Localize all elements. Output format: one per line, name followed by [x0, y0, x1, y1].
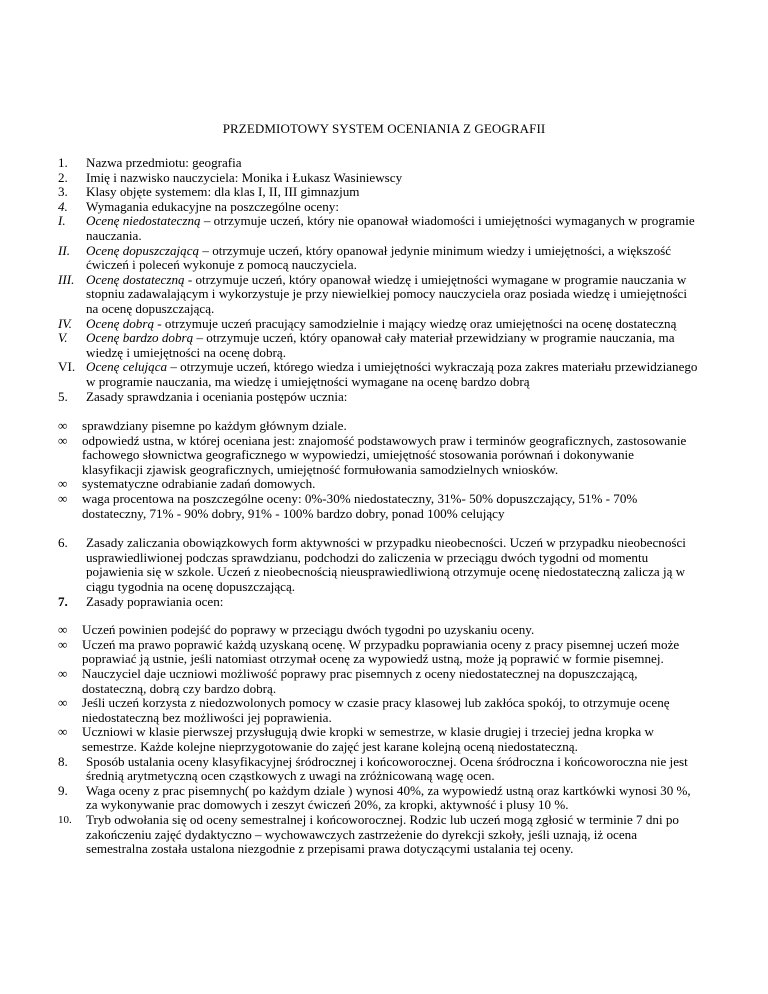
numbered-item-3 [58, 185, 698, 200]
bullet-text: systematyczne odrabianie zadań domowych. [82, 476, 316, 492]
bullet-item [58, 434, 698, 478]
infinity-bullet-icon: ∞ [58, 666, 68, 681]
item-marker: 4. [58, 198, 68, 214]
infinity-bullet-icon: ∞ [58, 636, 68, 652]
item-marker: 1. [58, 155, 68, 170]
grade-marker: III. [58, 271, 75, 287]
grade-item-5 [58, 331, 698, 360]
item-marker: 7. [58, 593, 68, 609]
grade-marker: I. [58, 213, 66, 229]
numbered-item-4 [58, 200, 698, 215]
numbered-item-9 [58, 784, 698, 813]
numbered-item-1 [58, 156, 698, 171]
item-text: Wymagania edukacyjne na poszczególne oceny: [86, 198, 339, 214]
bullet-item [58, 419, 698, 434]
item-marker: 8. [58, 753, 68, 769]
item-text: Klasy objęte systemem: dla klas I, II, III gimnazjum [86, 184, 360, 200]
bullet-text: Uczniowi w klasie pierwszej przysługują dwie kropki w semestrze, w klasie drugiej i trzeciej jedna kropka w semestrze. Każde kolejne nieprzygotowanie do zajęć jest karane kolejną oceną niedostateczną. [82, 724, 654, 754]
bullet-item [58, 638, 698, 667]
grade-description: – otrzymuje uczeń, którego wiedza i umiejętności wykraczają poza zakres materiału przewidzianego w programie nauczania, ma wiedzę i umiejętności wymagane na ocenę bardzo dobrą [86, 359, 698, 389]
item-marker: 5. [58, 388, 68, 404]
grade-name: Ocenę celująca [86, 359, 168, 375]
grade-item-4 [58, 317, 698, 332]
infinity-bullet-icon: ∞ [58, 432, 68, 448]
infinity-bullet-icon: ∞ [58, 418, 68, 434]
item-text: Nazwa przedmiotu: geografia [86, 155, 242, 170]
bullet-text: Jeśli uczeń korzysta z niedozwolonych pomocy w czasie pracy klasowej lub zakłóca spokój, to otrzymuje ocenę niedostateczną bez możliwości jej poprawienia. [82, 695, 670, 725]
grade-name: Ocenę dopuszczającą [86, 242, 200, 258]
item-text: Zasady zaliczania obowiązkowych form aktywności w przypadku nieobecności. Uczeń w przypadku nieobecności usprawiedliwionej podczas sprawdzianu, podchodzi do zaliczenia w przeciągu dwóch tygodni od momentu pojawienia się w szkole. Uczeń z nieobecnością nieusprawiedliwioną otrzymuje ocenę niedostateczną zalicza ją w ciągu tygodnia na ocenę dopuszczającą. [86, 535, 686, 595]
item-marker: 6. [58, 535, 68, 551]
numbered-item-2 [58, 171, 698, 186]
numbered-item-10 [58, 813, 698, 857]
item-marker: 3. [58, 184, 68, 200]
bullet-item [58, 492, 698, 521]
item-text: Zasady poprawiania ocen: [86, 593, 224, 609]
grade-description: – otrzymuje uczeń, który opanował jedynie minimum wiedzy i umiejętności, a większość ćwiczeń i poleceń wykonuje z pomocą nauczyciela. [86, 242, 672, 273]
bullet-text: Nauczyciel daje uczniowi możliwość poprawy prac pisemnych z oceny niedostatecznej na dopuszczającą, dostateczną, dobrą czy bardzo dobrą. [82, 666, 638, 696]
grade-name: Ocenę niedostateczną [86, 213, 201, 229]
bullet-text: Uczeń powinien podejść do poprawy w przeciągu dwóch tygodni po uzyskaniu oceny. [82, 622, 535, 638]
item-text: Zasady sprawdzania i oceniania postępów ucznia: [86, 388, 348, 404]
bullet-item [58, 725, 698, 754]
item-text: Imię i nazwisko nauczyciela: Monika i Łukasz Wasiniewscy [86, 169, 403, 185]
grade-description: - otrzymuje uczeń, który opanował wiedzę i umiejętności wymagane w programie nauczania w stopniu zadawalającym i wykorzystuje je przy niewielkiej pomocy nauczyciela oraz posiada wiedzę i umiejętności na ocenę dopuszczającą. [86, 271, 687, 316]
bullet-item [58, 696, 698, 725]
grade-description: – otrzymuje uczeń, który nie opanował wiadomości i umiejętności wymaganych w programie nauczania. [86, 213, 695, 243]
grade-name: Ocenę dostateczną [86, 271, 185, 287]
grade-item-2 [58, 244, 698, 273]
grade-item-3 [58, 273, 698, 317]
numbered-item-5 [58, 390, 698, 405]
item-text: Sposób ustalania oceny klasyfikacyjnej śródrocznej i końcoworocznej. Ocena śródroczna i końcoworoczna nie jest średnią arytmetyczną ocen cząstkowych z uwagi na zróżnicowaną wagę ocen. [86, 753, 688, 784]
grade-item-6 [58, 360, 698, 389]
bullet-text: Uczeń ma prawo poprawić każdą uzyskaną ocenę. W przypadku poprawiania oceny z pracy pisemnej uczeń może poprawiać ją ustnie, jeśli natomiast otrzymał ocenę za wypowiedź ustną, może ją poprawić w formie pisemnej. [82, 636, 680, 667]
infinity-bullet-icon: ∞ [58, 695, 68, 711]
document-body [58, 156, 698, 857]
infinity-bullet-icon: ∞ [58, 491, 68, 507]
numbered-item-6 [58, 536, 698, 594]
bullet-item [58, 667, 698, 696]
item-marker: 9. [58, 782, 68, 798]
grade-marker: II. [58, 242, 70, 258]
grade-marker: IV. [58, 315, 72, 331]
bullet-item [58, 477, 698, 492]
item-marker: 2. [58, 169, 68, 185]
grade-marker: VI. [58, 359, 76, 375]
bullet-item [58, 623, 698, 638]
bullet-text: sprawdziany pisemne po każdym głównym dziale. [82, 418, 347, 434]
grade-description: - otrzymuje uczeń pracujący samodzielnie i mający wiedzę oraz umiejętności na ocenę dostateczną [154, 315, 677, 331]
bullet-text: odpowiedź ustna, w której oceniana jest: znajomość podstawowych praw i terminów geograficznych, zastosowanie fachowego słownictwa geograficznego w wypowiedzi, umiejętność stosowania porównań i dokonywanie klasyfikacji zjawisk geograficznych, umiejętność formułowania samodzielnych wniosków. [82, 432, 687, 477]
grade-name: Ocenę bardzo dobrą [86, 330, 194, 346]
grade-item-1 [58, 214, 698, 243]
bullet-text: waga procentowa na poszczególne oceny: 0%-30% niedostateczny, 31%- 50% dopuszczający, 51% - 70% dostateczny, 71% - 90% dobry, 91% - 100% bardzo dobry, ponad 100% celujący [82, 491, 638, 521]
grade-name: Ocenę dobrą [86, 315, 154, 331]
item-text: Waga oceny z prac pisemnych( po każdym dziale ) wynosi 40%, za wypowiedź ustną oraz kartkówki wynosi 30 %, za wykonywanie prac domowych i zeszyt ćwiczeń 20%, za kropki, aktywność i plusy 10 %. [86, 782, 691, 813]
grade-description: – otrzymuje uczeń, który opanował cały materiał przewidziany w programie nauczania, ma wiedzę i umiejętności na ocenę dobrą. [86, 330, 675, 360]
document-title: PRZEDMIOTOWY SYSTEM OCENIANIA Z GEOGRAFII [222, 121, 546, 136]
numbered-item-8 [58, 755, 698, 784]
numbered-item-7 [58, 595, 698, 610]
grade-marker: V. [58, 330, 68, 346]
item-text: Tryb odwołania się od oceny semestralnej i końcoworocznej. Rodzic lub uczeń mogą zgłosić w terminie 7 dni po zakończeniu zajęć dydaktyczno – wychowawczych zastrzeżenie do dyrekcji szkoły, jeśli uznają, iż ocena semestralna została ustalona niezgodnie z przepisami prawa dotyczącymi ustalania tej oceny. [86, 811, 679, 857]
item-marker: 10. [58, 813, 72, 826]
infinity-bullet-icon: ∞ [58, 476, 68, 492]
infinity-bullet-icon: ∞ [58, 622, 68, 638]
infinity-bullet-icon: ∞ [58, 724, 68, 740]
